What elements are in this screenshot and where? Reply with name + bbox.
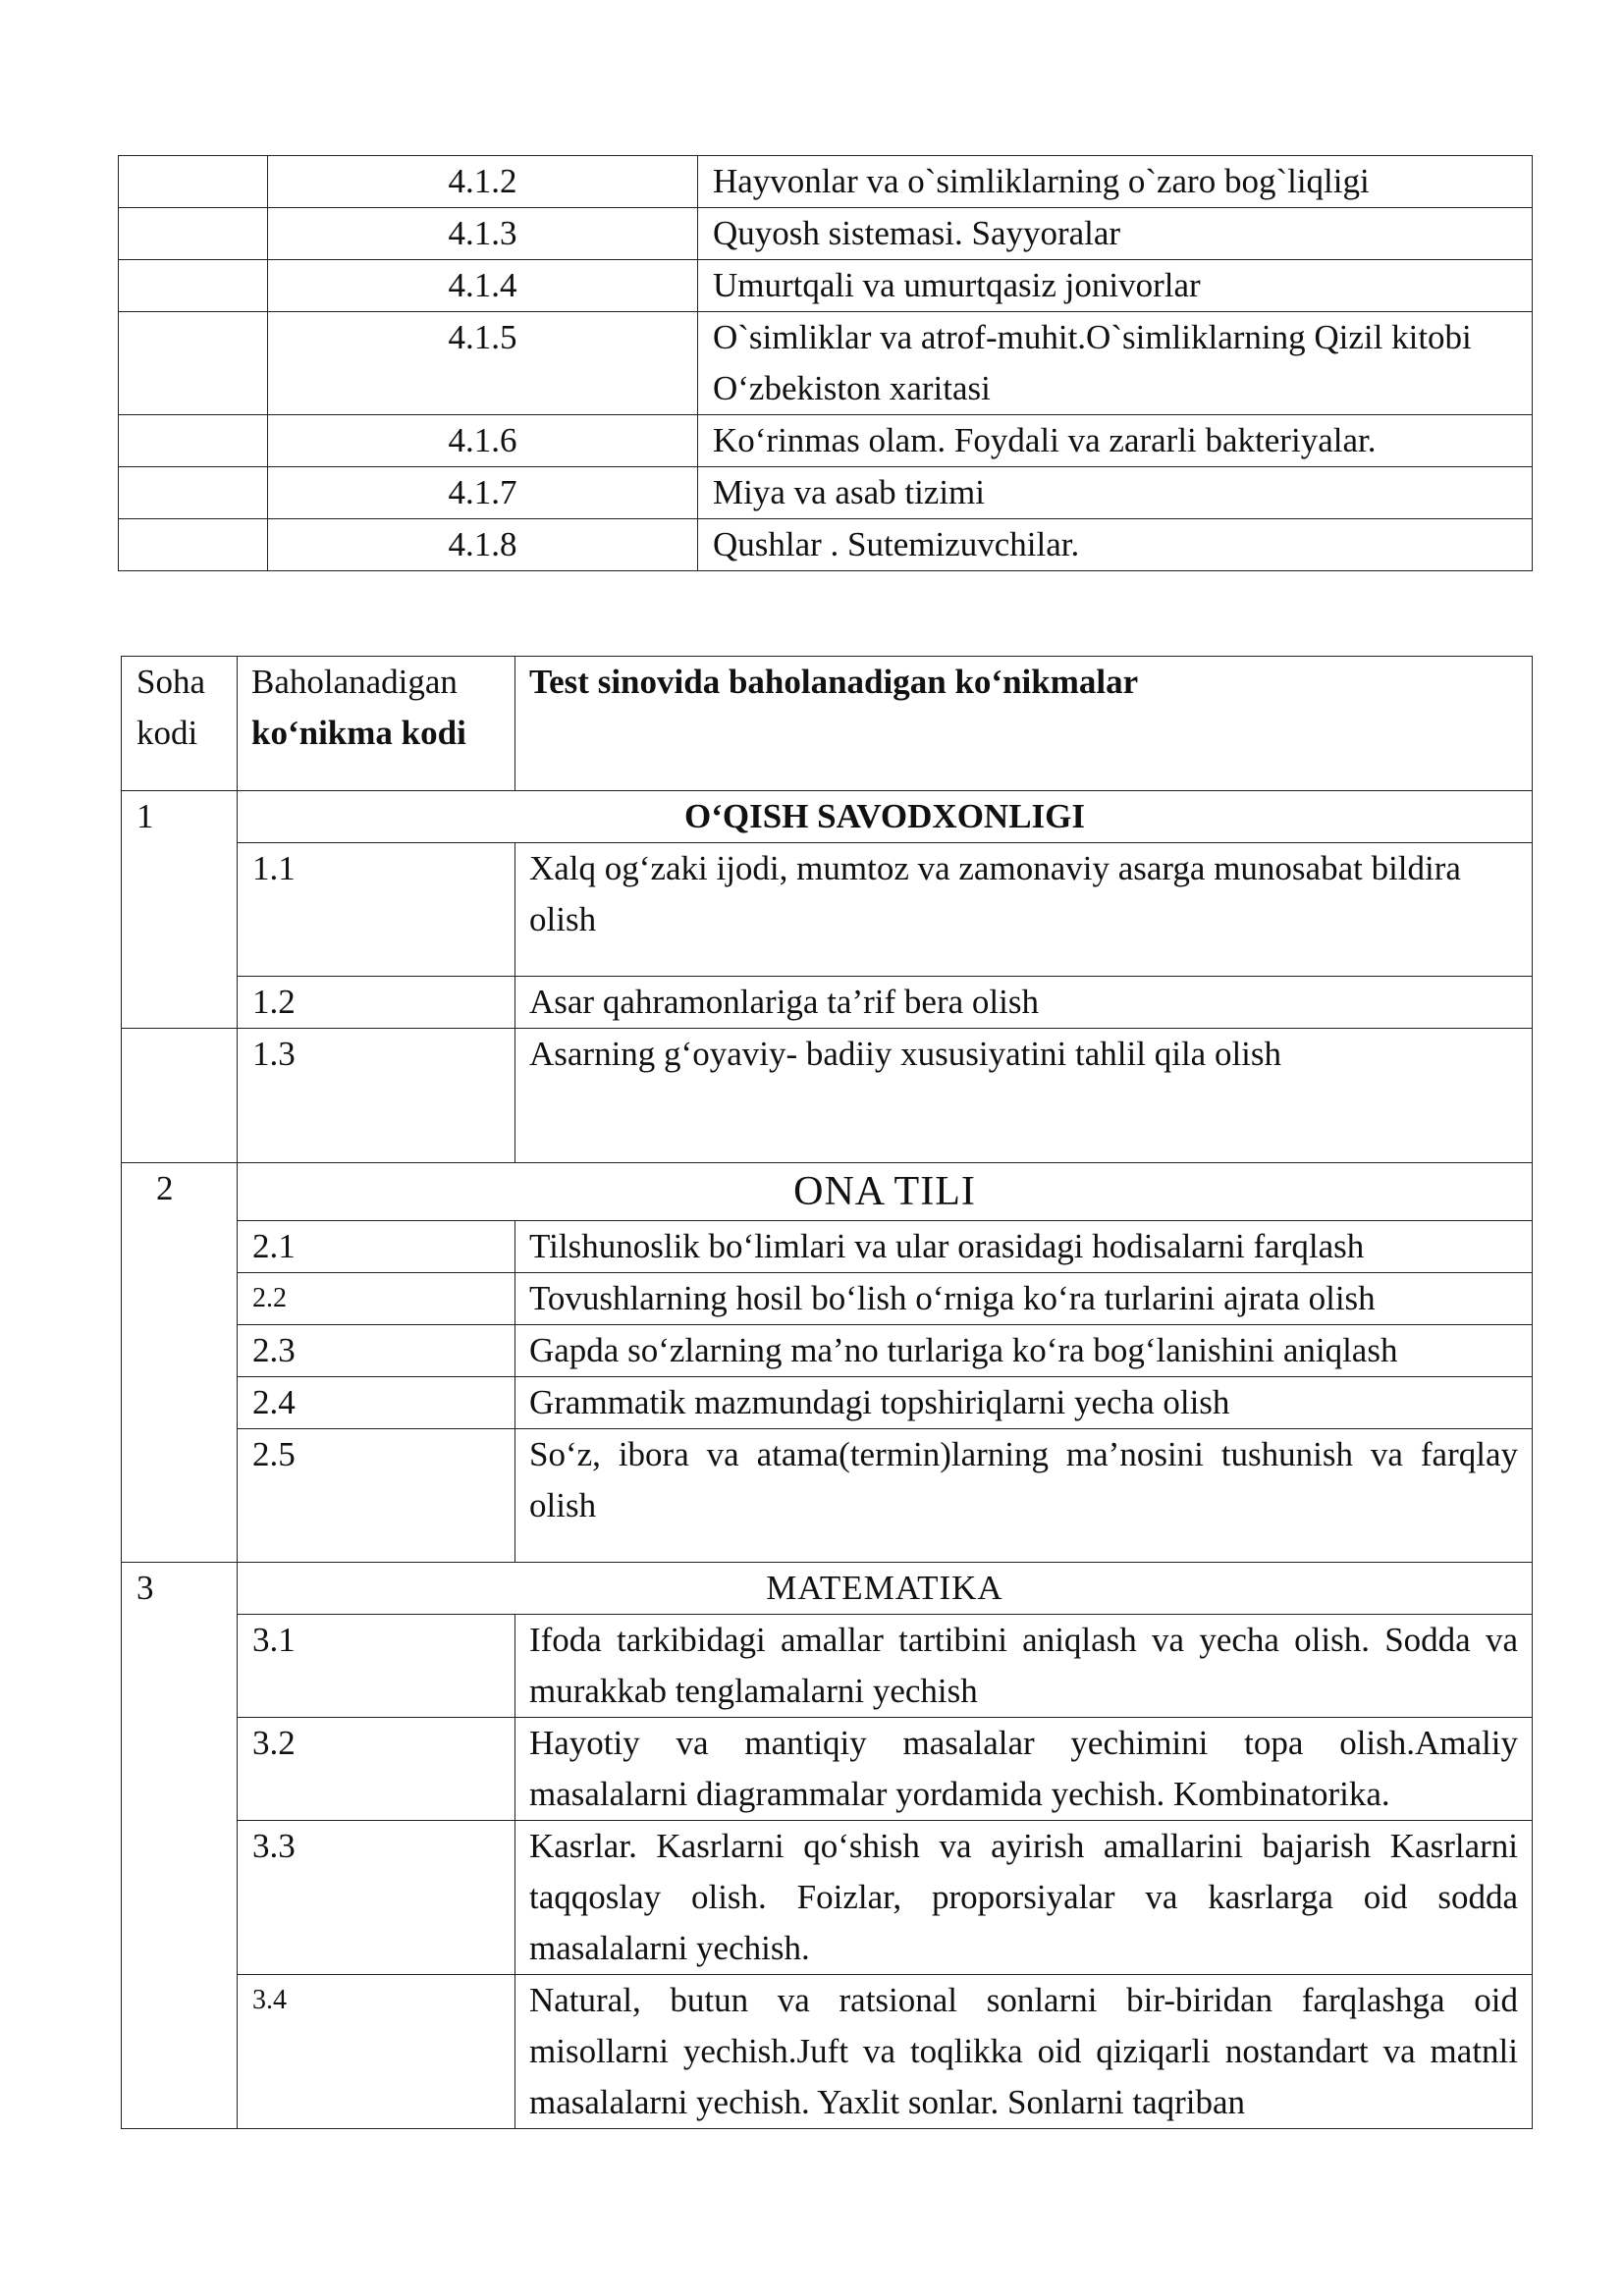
section-title: O‘QISH SAVODXONLIGI [238, 791, 1533, 843]
skill-code: 2.3 [238, 1325, 515, 1377]
section-row [122, 791, 1533, 843]
table-row [122, 1221, 1533, 1273]
skill-text: Grammatik mazmundagi topshiriqlarni yecha olish [515, 1377, 1533, 1429]
table-row [122, 977, 1533, 1029]
skill-code: 1.3 [238, 1029, 515, 1163]
area-code: 2 [122, 1163, 238, 1563]
section-row [122, 1163, 1533, 1221]
table-row [119, 467, 1533, 519]
skill-code: 3.1 [238, 1615, 515, 1718]
skill-code: 2.2 [238, 1273, 515, 1325]
table-row [122, 1273, 1533, 1325]
topic-code: 4.1.4 [268, 260, 698, 312]
skill-code: 1.1 [238, 843, 515, 977]
empty-cell [119, 467, 268, 519]
table-row [122, 1615, 1533, 1718]
area-code: 3 [122, 1563, 238, 2129]
empty-cell [119, 415, 268, 467]
table-row [122, 1377, 1533, 1429]
skill-code: 3.2 [238, 1718, 515, 1821]
skill-code: 2.4 [238, 1377, 515, 1429]
header-skill-code-line2: ko‘nikma kodi [251, 714, 466, 752]
table-row [122, 1029, 1533, 1163]
table-row [122, 1429, 1533, 1563]
table-row [119, 519, 1533, 571]
skill-text: So‘z, ibora va atama(termin)larning ma’nosini tushunish va farqlay olish [515, 1429, 1533, 1563]
topics-table [118, 155, 1533, 571]
empty-cell [122, 1029, 238, 1163]
skill-text: Ifoda tarkibidagi amallar tartibini aniqlash va yecha olish. Sodda va murakkab tenglamalarni yechish [515, 1615, 1533, 1718]
table-row [122, 1325, 1533, 1377]
section-row [122, 1563, 1533, 1615]
area-code: 1 [122, 791, 238, 1029]
table-row [119, 208, 1533, 260]
topic-text: Umurtqali va umurtqasiz jonivorlar [698, 260, 1533, 312]
skill-text: Asar qahramonlariga ta’rif bera olish [515, 977, 1533, 1029]
topic-text: Miya va asab tizimi [698, 467, 1533, 519]
table-header-row [122, 657, 1533, 791]
skill-code: 2.5 [238, 1429, 515, 1563]
header-skill-code-line1: Baholanadigan [251, 663, 458, 701]
topic-code: 4.1.3 [268, 208, 698, 260]
table-row [119, 312, 1533, 415]
empty-cell [119, 260, 268, 312]
topic-text: Qushlar . Sutemizuvchilar. [698, 519, 1533, 571]
skill-code: 2.1 [238, 1221, 515, 1273]
table-row [122, 1975, 1533, 2129]
topic-code: 4.1.2 [268, 156, 698, 208]
table-row [122, 1821, 1533, 1975]
skill-text: Xalq og‘zaki ijodi, mumtoz va zamonaviy asarga munosabat bildira olish [515, 843, 1533, 977]
table-row [119, 260, 1533, 312]
skill-text: Tilshunoslik bo‘limlari va ular orasidagi hodisalarni farqlash [515, 1221, 1533, 1273]
skills-table [121, 656, 1533, 2129]
empty-cell [119, 312, 268, 415]
skill-text: Asarning g‘oyaviy- badiiy xususiyatini tahlil qila olish [515, 1029, 1533, 1163]
topic-code: 4.1.8 [268, 519, 698, 571]
topic-code: 4.1.6 [268, 415, 698, 467]
skill-code: 3.4 [238, 1975, 515, 2129]
skill-text: Hayotiy va mantiqiy masalalar yechimini topa olish.Amaliy masalalarni diagrammalar yordamida yechish. Kombinatorika. [515, 1718, 1533, 1821]
skill-code: 3.3 [238, 1821, 515, 1975]
table-row [122, 843, 1533, 977]
topic-text: O`simliklar va atrof-muhit.O`simliklarning Qizil kitobi O‘zbekiston xaritasi [698, 312, 1533, 415]
topic-text: Ko‘rinmas olam. Foydali va zararli bakteriyalar. [698, 415, 1533, 467]
topic-text: Hayvonlar va o`simliklarning o`zaro bog`liqligi [698, 156, 1533, 208]
header-skills: Test sinovida baholanadigan ko‘nikmalar [515, 657, 1533, 791]
empty-cell [119, 208, 268, 260]
skill-text: Natural, butun va ratsional sonlarni bir-biridan farqlashga oid misollarni yechish.Juft va toqlikka oid qiziqarli nostandart va matnli masalalarni yechish. Yaxlit sonlar. Sonlarni taqriban [515, 1975, 1533, 2129]
header-area-code: Soha kodi [122, 657, 238, 791]
empty-cell [119, 156, 268, 208]
table-row [119, 156, 1533, 208]
topic-text: Quyosh sistemasi. Sayyoralar [698, 208, 1533, 260]
skill-text: Gapda so‘zlarning ma’no turlariga ko‘ra bog‘lanishini aniqlash [515, 1325, 1533, 1377]
topic-code: 4.1.5 [268, 312, 698, 415]
section-title: MATEMATIKA [238, 1563, 1533, 1615]
section-title: ONA TILI [238, 1163, 1533, 1221]
table-row [119, 415, 1533, 467]
header-skill-code [238, 657, 515, 791]
table-row [122, 1718, 1533, 1821]
topic-code: 4.1.7 [268, 467, 698, 519]
skill-code: 1.2 [238, 977, 515, 1029]
empty-cell [119, 519, 268, 571]
skill-text: Kasrlar. Kasrlarni qo‘shish va ayirish amallarini bajarish Kasrlarni taqqoslay olish. Foizlar, proporsiyalar va kasrlarga oid sodda masalalarni yechish. [515, 1821, 1533, 1975]
skill-text: Tovushlarning hosil bo‘lish o‘rniga ko‘ra turlarini ajrata olish [515, 1273, 1533, 1325]
